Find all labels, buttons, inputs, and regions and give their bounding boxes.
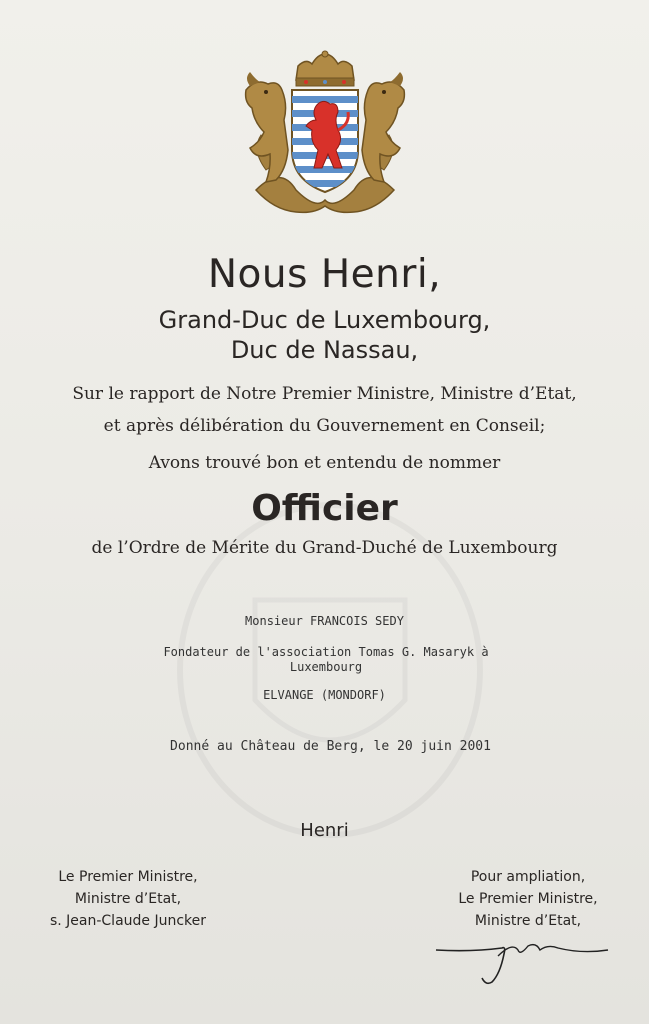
coat-of-arms-icon bbox=[226, 50, 424, 215]
title-grand-duc: Grand-Duc de Luxembourg, bbox=[158, 306, 491, 334]
preamble-line-3: Avons trouvé bon et entendu de nommer bbox=[148, 453, 501, 473]
left-sig-line-2: Ministre d’Etat, bbox=[74, 891, 182, 907]
recipient-description: Fondateur de l'association Tomas G. Masaryk à Luxembourg bbox=[163, 645, 489, 674]
recipient-name: Monsieur FRANCOIS SEDY bbox=[245, 614, 404, 628]
rank-title: Officier bbox=[251, 488, 398, 529]
recipient-locality: ELVANGE (MONDORF) bbox=[263, 688, 386, 702]
preamble-line-1: Sur le rapport de Notre Premier Ministre, Ministre d’Etat, bbox=[72, 384, 577, 404]
given-at-date: Donné au Château de Berg, le 20 juin 2001 bbox=[170, 739, 491, 754]
left-signature-block bbox=[28, 866, 228, 932]
title-duc-de-nassau: Duc de Nassau, bbox=[230, 336, 419, 364]
preamble-line-2: et après délibération du Gouvernement en Conseil; bbox=[103, 416, 546, 436]
left-sig-line-1: Le Premier Ministre, bbox=[58, 869, 198, 885]
right-sig-line-3: Ministre d’Etat, bbox=[474, 913, 582, 929]
handwritten-signature-icon bbox=[432, 932, 612, 988]
right-sig-line-1: Pour ampliation, bbox=[470, 869, 586, 885]
order-name: de l’Ordre de Mérite du Grand-Duché de Luxembourg bbox=[91, 538, 558, 558]
left-sig-line-3: s. Jean-Claude Juncker bbox=[49, 913, 207, 929]
right-sig-line-2: Le Premier Ministre, bbox=[458, 891, 598, 907]
certificate-title: Nous Henri, bbox=[207, 252, 442, 297]
right-signature-block bbox=[428, 866, 628, 932]
sovereign-signature: Henri bbox=[300, 820, 349, 841]
